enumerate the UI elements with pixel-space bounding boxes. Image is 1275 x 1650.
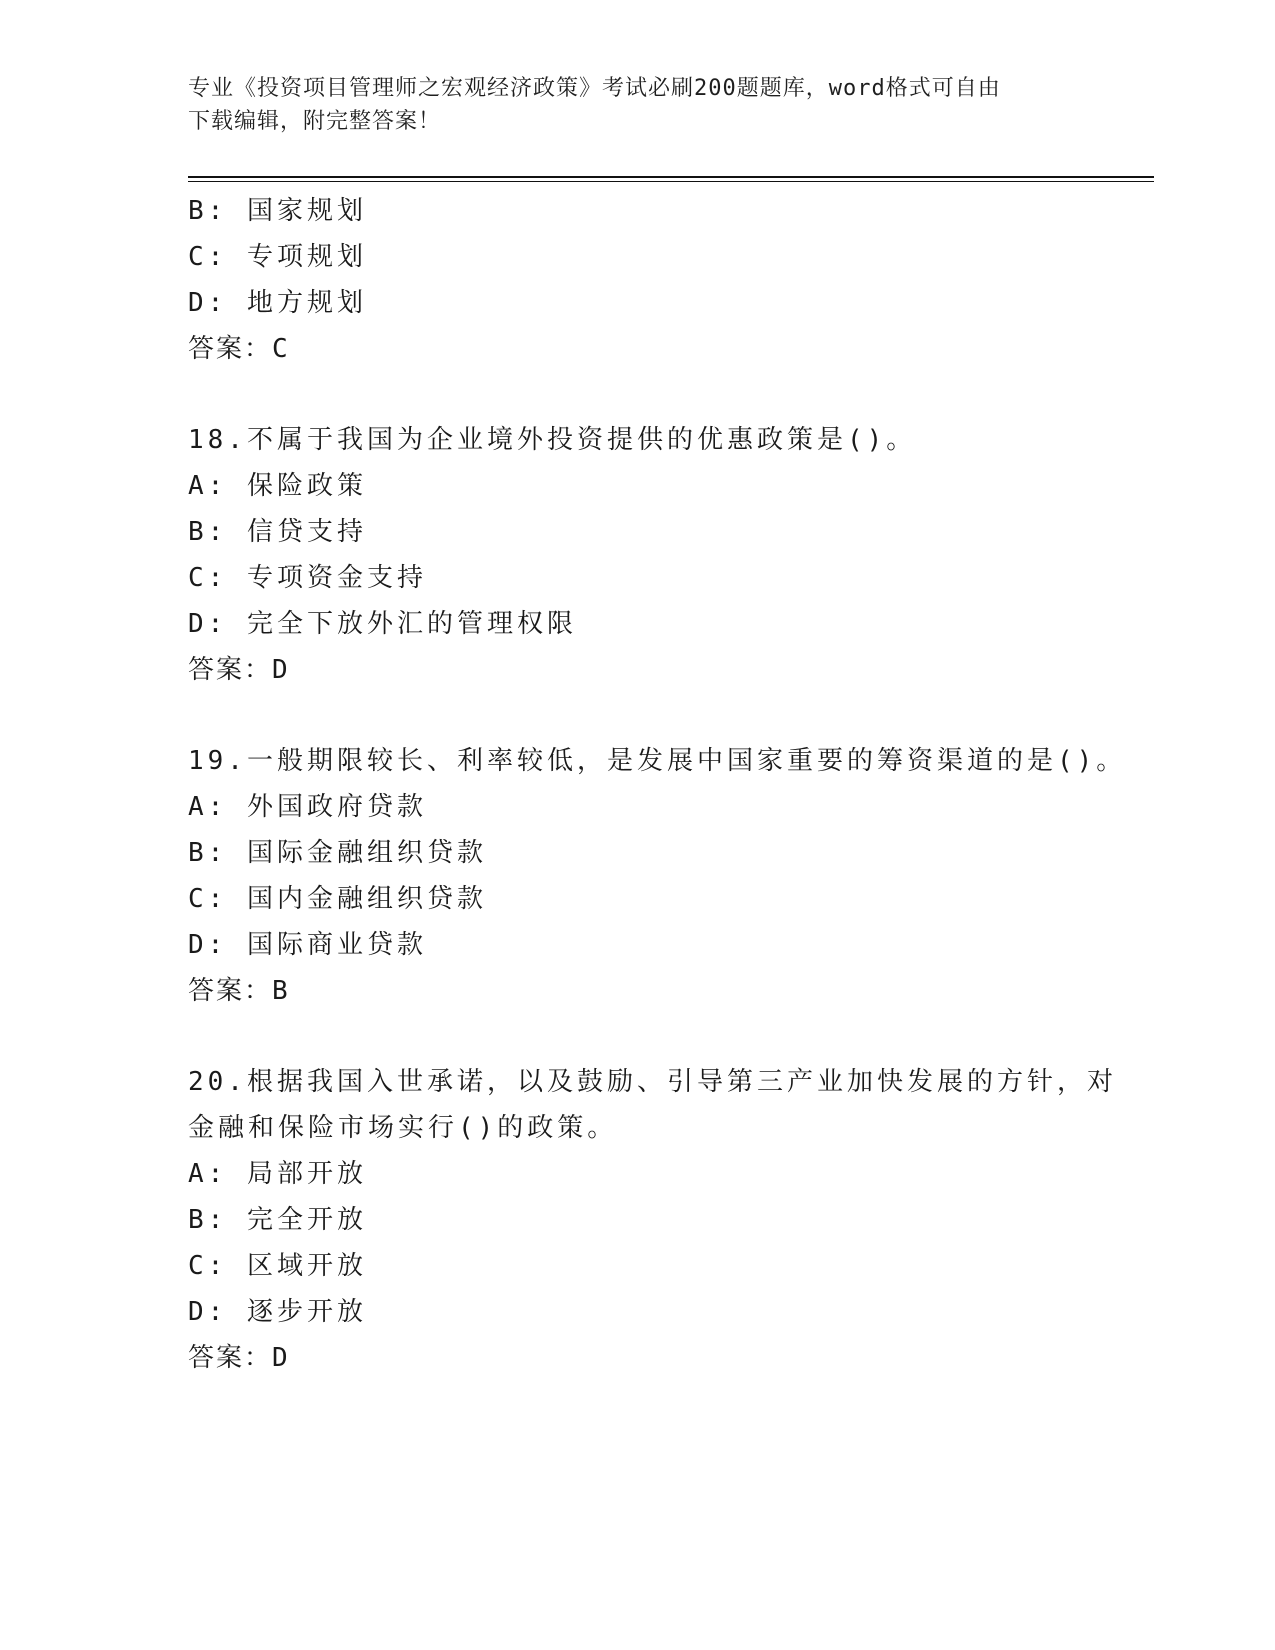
answer-value: D	[272, 1343, 290, 1373]
question-block-19	[188, 738, 1127, 1014]
header-line-2: 下载编辑，附完整答案！	[188, 109, 442, 134]
spacer	[188, 693, 1088, 738]
option-d: D: 完全下放外汇的管理权限	[188, 609, 577, 639]
answer-line: 答案：D	[188, 655, 290, 685]
answer-line: 答案：C	[188, 334, 290, 364]
answer-value: D	[272, 655, 290, 685]
question-stem: 18.不属于我国为企业境外投资提供的优惠政策是()。	[188, 425, 917, 455]
option-a: A: 外国政府贷款	[188, 792, 427, 822]
header-rule-thick	[188, 176, 1154, 178]
answer-value: C	[272, 334, 290, 364]
question-stem-line-1: 20.根据我国入世承诺，以及鼓励、引导第三产业加快发展的方针，对	[188, 1067, 1117, 1097]
option-b: B: 国家规划	[188, 196, 367, 226]
option-d: D: 国际商业贷款	[188, 930, 427, 960]
header-line-1: 专业《投资项目管理师之宏观经济政策》考试必刷200题题库，word格式可自由	[188, 76, 1001, 101]
option-c: C: 专项资金支持	[188, 563, 427, 593]
answer-value: B	[272, 976, 290, 1006]
option-b: B: 国际金融组织贷款	[188, 838, 487, 868]
header-rule-thin	[188, 181, 1154, 182]
option-b: B: 完全开放	[188, 1205, 367, 1235]
option-c: C: 国内金融组织贷款	[188, 884, 487, 914]
spacer	[188, 372, 1088, 417]
option-d: D: 逐步开放	[188, 1297, 367, 1327]
option-a: A: 保险政策	[188, 471, 367, 501]
option-c: C: 区域开放	[188, 1251, 367, 1281]
answer-line: 答案：D	[188, 1343, 290, 1373]
question-stem-line-2: 金融和保险市场实行()的政策。	[188, 1113, 618, 1143]
question-block-17	[188, 188, 1088, 372]
option-c: C: 专项规划	[188, 242, 367, 272]
document-header	[188, 72, 1088, 138]
answer-line: 答案：B	[188, 976, 290, 1006]
question-list	[188, 188, 1127, 1381]
option-d: D: 地方规划	[188, 288, 367, 318]
question-block-18	[188, 417, 1088, 693]
spacer	[188, 1014, 1088, 1059]
question-stem: 19.一般期限较长、利率较低，是发展中国家重要的筹资渠道的是()。	[188, 746, 1127, 776]
option-b: B: 信贷支持	[188, 517, 367, 547]
option-a: A: 局部开放	[188, 1159, 367, 1189]
question-block-20	[188, 1059, 1117, 1381]
